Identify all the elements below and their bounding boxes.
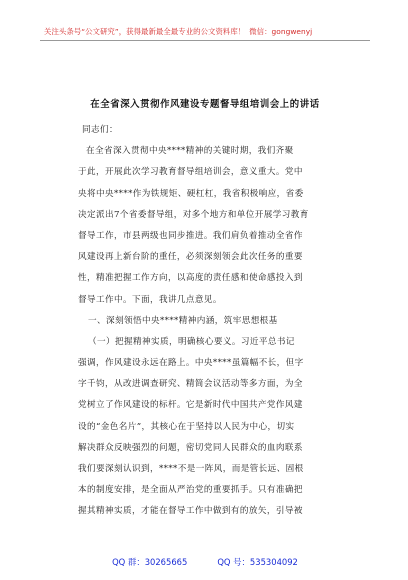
body-line: 央将中央****作为铁规矩、硬杠杠，我省积极响应，省委 — [78, 188, 304, 199]
body-line: 在全省深入贯彻中央****精神的关键时期，我们齐聚 — [86, 146, 294, 157]
body-line: 督导工作，市县两级也同步推进。我们肩负着推动全省作 — [78, 230, 303, 241]
banner-divider — [40, 40, 370, 41]
body-line: 于此，开展此次学习教育督导组培训会，意义重大。党中 — [78, 167, 303, 178]
subsection-heading-line: （一）把握精神实质，明确核心要义。习近平总书记 — [88, 336, 295, 347]
footer-qq-group: QQ 群：30265665 — [112, 557, 188, 567]
top-banner — [44, 26, 374, 37]
body-line: 我们要深刻认识到，****不是一阵风，而是管长远、固根 — [78, 464, 304, 474]
body-line: 决定派出7个省委督导组，对多个地方和单位开展学习教育 — [78, 209, 309, 220]
footer-qq-number: QQ 号：535304092 — [217, 557, 298, 567]
footer-contact — [60, 556, 350, 568]
banner-wechat-text: 微信：gongwenyj — [249, 27, 313, 36]
banner-promo-text: 关注头条号“公文研究”，获得最新最全最专业的公文资料库！ — [44, 27, 246, 36]
document-body — [78, 120, 336, 523]
body-line: 握其精神实质，才能在督导工作中做到有的放矢，引导被 — [78, 506, 303, 517]
body-line: 风建设再上新台阶的重任，必须深刻领会此次任务的重要 — [78, 252, 303, 263]
body-line: 设的“金色名片”，其核心在于坚持以人民为中心，切实 — [78, 421, 295, 432]
body-line: 党树立了作风建设的标杆。它是新时代中国共产党作风建 — [78, 400, 303, 411]
body-line: 强调，作风建设永远在路上。中央****虽篇幅不长，但字 — [78, 358, 304, 369]
salutation: 同志们： — [82, 125, 118, 135]
body-line: 督导工作中。下面，我讲几点意见。 — [78, 294, 222, 305]
body-line: 性，精准把握工作方向，以高度的责任感和使命感投入到 — [78, 273, 303, 284]
body-line: 字千钧，从改进调查研究、精简会议活动等多方面，为全 — [78, 379, 303, 390]
document-title: 在全省深入贯彻作风建设专题督导组培训会上的讲话 — [90, 99, 320, 110]
section-heading: 一、深刻领悟中央****精神内涵，筑牢思想根基 — [88, 315, 278, 326]
body-line: 解决群众反映强烈的问题，密切党同人民群众的血肉联系 — [78, 442, 303, 453]
body-line: 本的制度安排，是全面从严治党的重要抓手。只有准确把 — [78, 485, 303, 496]
